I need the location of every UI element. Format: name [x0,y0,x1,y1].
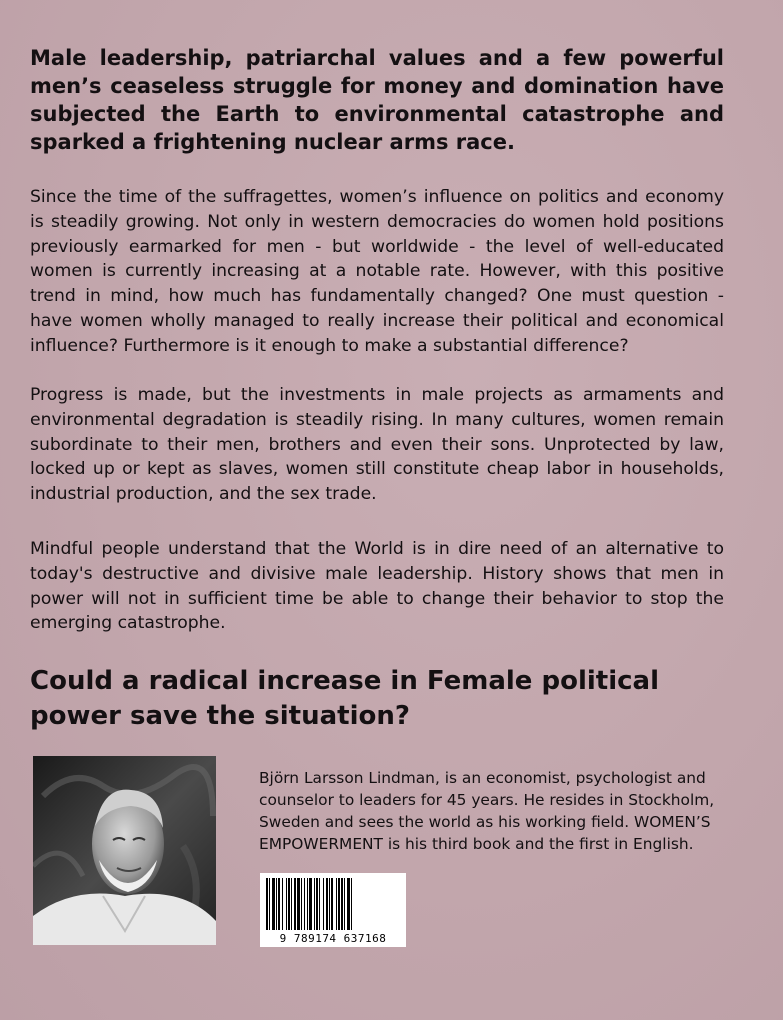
barcode-bar [278,878,280,930]
barcode-bar [326,878,328,930]
body-paragraph-2: Progress is made, but the investments in male projects as armaments and environmental degradation is steadily rising. In many cultures, women remain subordinate to their men, brothers and even their sons. Unprotected by law, locked up or kept as slaves, women still constitute cheap labor in households, industrial production, and the sex trade. [30,385,724,505]
barcode-bar [309,878,312,930]
barcode-bar [329,878,330,930]
barcode-bar [286,878,287,930]
barcode-bars [264,878,402,930]
author-photo [33,756,216,945]
barcode-bar [347,878,350,930]
barcode-bar [269,878,270,930]
barcode-bar [276,878,277,930]
barcode-bar [314,878,315,930]
author-portrait-image [33,756,216,945]
barcode-bar [297,878,300,930]
barcode-bar [266,878,268,930]
barcode-bar [288,878,290,930]
barcode-bar [344,878,345,930]
barcode-bar [336,878,337,930]
question-heading: Could a radical increase in Female political power save the situation? [30,666,659,731]
barcode-bar [316,878,318,930]
barcode-bar [351,878,352,930]
barcode-bar [301,878,302,930]
barcode-bar [282,878,283,930]
barcode-bar [331,878,333,930]
body-paragraph-1: Since the time of the suffragettes, women’s influence on politics and economy is steadily growing. Not only in western democracies do women hold positions previously earmarked for men - but worldwide - the level of well-educated women is currently increasing at a notable rate. However, with this positive trend in mind, how much has fundamentally changed? One must question - have women wholly managed to really increase their political and economical influence? Furthermore is it enough to make a substantial difference? [30,187,724,356]
lead-statement: Male leadership, patriarchal values and a few powerful men’s ceaseless struggle for money and domination have subjected the Earth to environmental catastrophe and sparked a frightening nuclear arms race. [30,46,724,154]
barcode-bar [338,878,340,930]
body-paragraph-3: Mindful people understand that the World is in dire need of an alternative to today's destructive and divisive male leadership. History shows that men in power will not in sufficient time be able to change their behavior to stop the emerging catastrophe. [30,539,724,634]
barcode-bar [272,878,275,930]
barcode-bar [319,878,320,930]
barcode-bar [307,878,308,930]
isbn-barcode [260,873,406,947]
barcode-bar [323,878,324,930]
barcode-number: 9 789174 637168 [279,932,387,945]
barcode-bar [304,878,305,930]
barcode-bar [291,878,292,930]
author-bio: Björn Larsson Lindman, is an economist, psychologist and counselor to leaders for 45 years. He resides in Stockholm, Sweden and sees the world as his working field. WOMEN’S EMPOWERMENT is his third book and the first in English. [259,769,715,853]
barcode-bar [341,878,343,930]
barcode-bar [294,878,296,930]
